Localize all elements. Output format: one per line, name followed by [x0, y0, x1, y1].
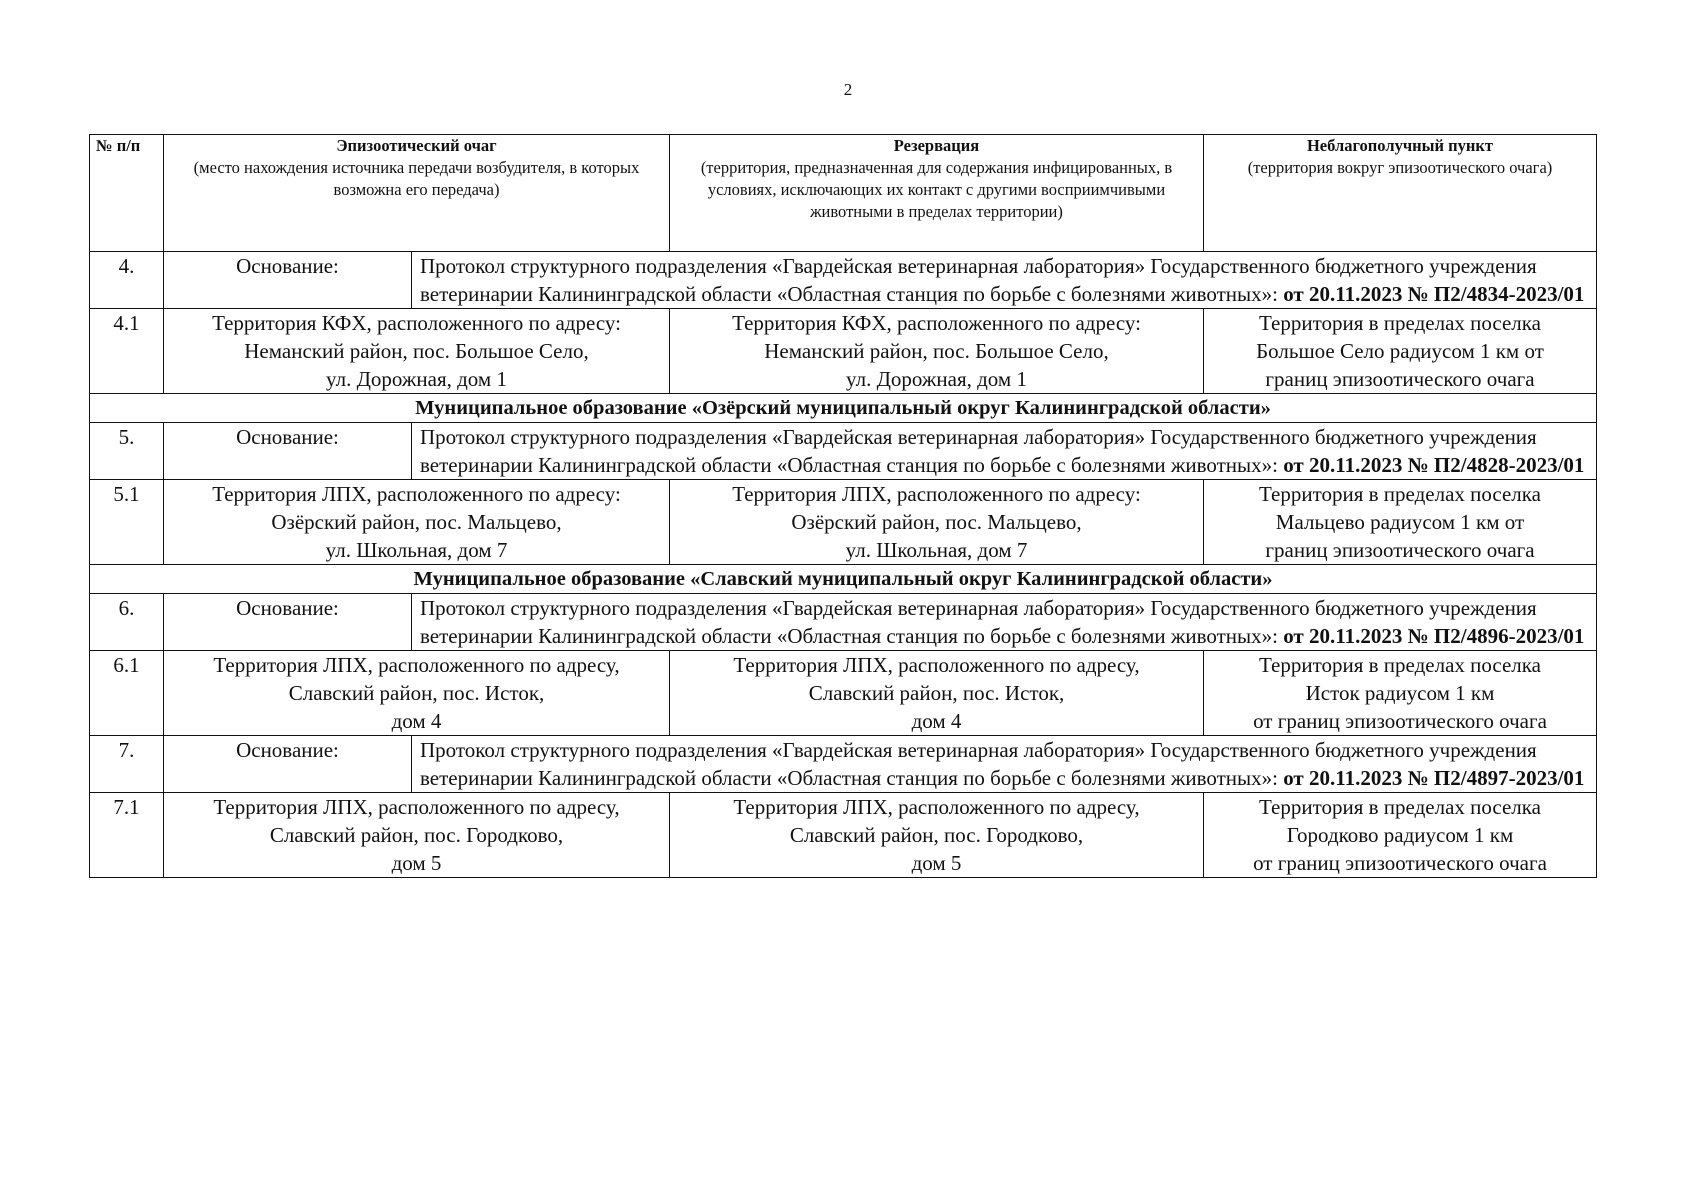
- focus-cell: Территория ЛПХ, расположенного по адресу, Славский район, пос. Исток, дом 4: [164, 651, 670, 736]
- unfavorable-cell: Территория в пределах поселка Большое Село радиусом 1 км от границ эпизоотического очага: [1204, 309, 1597, 394]
- row-number: 6.: [90, 594, 164, 651]
- page-number: 2: [843, 80, 853, 99]
- header-focus-title: Эпизоотический очаг: [336, 136, 497, 155]
- row-number: 7.1: [90, 793, 164, 878]
- municipality-row: [90, 565, 1597, 594]
- basis-cell: [164, 252, 1597, 309]
- table-row: [90, 309, 1597, 394]
- unfavorable-cell: Территория в пределах поселка Исток радиусом 1 км от границ эпизоотического очага: [1204, 651, 1597, 736]
- focus-cell: Территория КФХ, расположенного по адресу: Неманский район, пос. Большое Село, ул. Дорожная, дом 1: [164, 309, 670, 394]
- header-num: № п/п: [90, 135, 164, 252]
- unfavorable-cell: Территория в пределах поселка Городково радиусом 1 км от границ эпизоотического очага: [1204, 793, 1597, 878]
- unfavorable-cell: Территория в пределах поселка Мальцево радиусом 1 км от границ эпизоотического очага: [1204, 480, 1597, 565]
- table-row: [90, 793, 1597, 878]
- header-reservation: [670, 135, 1204, 252]
- basis-label: Основание:: [236, 425, 339, 449]
- reservation-cell: Территория ЛПХ, расположенного по адресу: Озёрский район, пос. Мальцево, ул. Школьная, дом 7: [670, 480, 1204, 565]
- header-focus-desc: (место нахождения источника передачи возбудителя, в которых возможна его передача): [193, 158, 640, 199]
- row-number: 7.: [90, 736, 164, 793]
- basis-ref: от 20.11.2023 № П2/4896-2023/01: [1283, 624, 1585, 648]
- basis-label: Основание:: [236, 254, 339, 278]
- focus-cell: Территория ЛПХ, расположенного по адресу: Озёрский район, пос. Мальцево, ул. Школьная, дом 7: [164, 480, 670, 565]
- focus-cell: Территория ЛПХ, расположенного по адресу, Славский район, пос. Городково, дом 5: [164, 793, 670, 878]
- row-number: 6.1: [90, 651, 164, 736]
- header-focus: [164, 135, 670, 252]
- basis-text: Протокол структурного подразделения «Гвардейская ветеринарная лаборатория» Государственного бюджетного учреждения ветеринарии Калининградской области «Областная станция по борьбе с болезнями животных»: от 20.11.2023 № П2/4896-2023/01: [412, 594, 1597, 650]
- municipality-title: Муниципальное образование «Озёрский муниципальный округ Калининградской области»: [90, 394, 1597, 423]
- row-number: 4.1: [90, 309, 164, 394]
- basis-label: Основание:: [236, 596, 339, 620]
- row-number: 4.: [90, 252, 164, 309]
- header-reservation-title: Резервация: [893, 136, 980, 155]
- header-reservation-desc: (территория, предназначенная для содержания инфицированных, в условиях, исключающих их контакт с другими восприимчивыми животными в пределах территории): [700, 158, 1173, 221]
- basis-text: Протокол структурного подразделения «Гвардейская ветеринарная лаборатория» Государственного бюджетного учреждения ветеринарии Калининградской области «Областная станция по борьбе с болезнями животных»: от 20.11.2023 № П2/4834-2023/01: [412, 252, 1597, 308]
- basis-label: Основание:: [236, 738, 339, 762]
- basis-ref: от 20.11.2023 № П2/4897-2023/01: [1283, 766, 1585, 790]
- municipality-title: Муниципальное образование «Славский муниципальный округ Калининградской области»: [90, 565, 1597, 594]
- basis-cell: [164, 594, 1597, 651]
- municipality-row: [90, 394, 1597, 423]
- reservation-cell: Территория ЛПХ, расположенного по адресу, Славский район, пос. Городково, дом 5: [670, 793, 1204, 878]
- table-row: [90, 736, 1597, 793]
- table-header-row: [90, 135, 1597, 252]
- basis-ref: от 20.11.2023 № П2/4828-2023/01: [1283, 453, 1585, 477]
- header-unfavorable-title: Неблагополучный пункт: [1306, 136, 1494, 155]
- table-row: [90, 480, 1597, 565]
- basis-cell: [164, 736, 1597, 793]
- reservation-cell: Территория ЛПХ, расположенного по адресу, Славский район, пос. Исток, дом 4: [670, 651, 1204, 736]
- decision-table: [89, 134, 1597, 878]
- basis-text: Протокол структурного подразделения «Гвардейская ветеринарная лаборатория» Государственного бюджетного учреждения ветеринарии Калининградской области «Областная станция по борьбе с болезнями животных»: от 20.11.2023 № П2/4897-2023/01: [412, 736, 1597, 792]
- basis-cell: [164, 423, 1597, 480]
- table-row: [90, 594, 1597, 651]
- basis-ref: от 20.11.2023 № П2/4834-2023/01: [1283, 282, 1585, 306]
- row-number: 5.: [90, 423, 164, 480]
- header-unfavorable: [1204, 135, 1597, 252]
- table-row: [90, 423, 1597, 480]
- reservation-cell: Территория КФХ, расположенного по адресу: Неманский район, пос. Большое Село, ул. Дорожная, дом 1: [670, 309, 1204, 394]
- basis-text: Протокол структурного подразделения «Гвардейская ветеринарная лаборатория» Государственного бюджетного учреждения ветеринарии Калининградской области «Областная станция по борьбе с болезнями животных»: от 20.11.2023 № П2/4828-2023/01: [412, 423, 1597, 479]
- header-unfavorable-desc: (территория вокруг эпизоотического очага): [1247, 158, 1553, 177]
- row-number: 5.1: [90, 480, 164, 565]
- table-row: [90, 252, 1597, 309]
- table-row: [90, 651, 1597, 736]
